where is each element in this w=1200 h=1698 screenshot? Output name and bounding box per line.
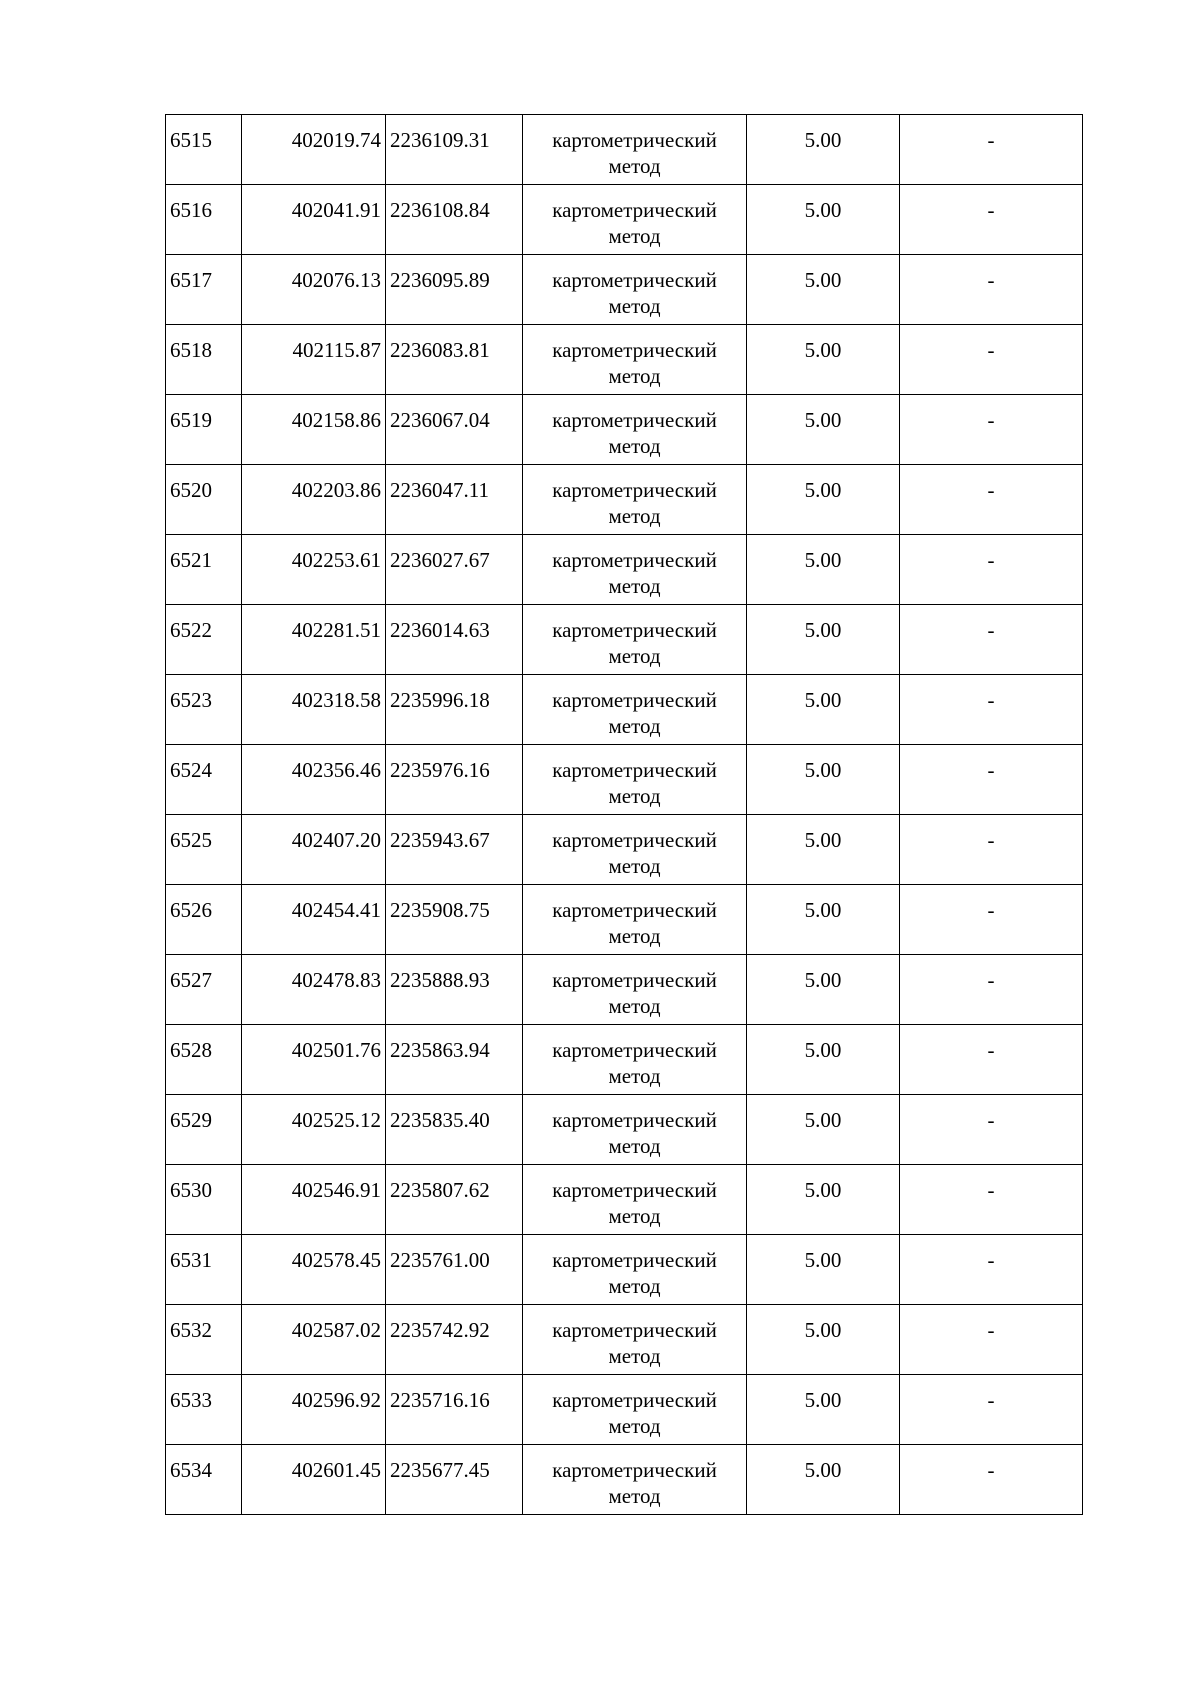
accuracy-cell: 5.00: [747, 325, 900, 395]
method-cell: картометрический метод: [523, 885, 747, 955]
y-coordinate-cell: 2235863.94: [386, 1025, 523, 1095]
description-cell: -: [900, 675, 1083, 745]
y-coordinate-cell: 2235976.16: [386, 745, 523, 815]
point-number-cell: 6528: [166, 1025, 242, 1095]
table-row: [166, 885, 1083, 955]
point-number-cell: 6530: [166, 1165, 242, 1235]
method-cell: картометрический метод: [523, 1305, 747, 1375]
method-cell: картометрический метод: [523, 465, 747, 535]
accuracy-cell: 5.00: [747, 185, 900, 255]
point-number-cell: 6532: [166, 1305, 242, 1375]
point-number-cell: 6525: [166, 815, 242, 885]
table-row: [166, 115, 1083, 185]
accuracy-cell: 5.00: [747, 395, 900, 465]
method-cell: картометрический метод: [523, 255, 747, 325]
x-coordinate-cell: 402407.20: [242, 815, 386, 885]
x-coordinate-cell: 402019.74: [242, 115, 386, 185]
x-coordinate-cell: 402356.46: [242, 745, 386, 815]
method-cell: картометрический метод: [523, 1235, 747, 1305]
description-cell: -: [900, 395, 1083, 465]
y-coordinate-cell: 2236027.67: [386, 535, 523, 605]
y-coordinate-cell: 2236067.04: [386, 395, 523, 465]
y-coordinate-cell: 2235835.40: [386, 1095, 523, 1165]
x-coordinate-cell: 402546.91: [242, 1165, 386, 1235]
description-cell: -: [900, 535, 1083, 605]
x-coordinate-cell: 402318.58: [242, 675, 386, 745]
table-row: [166, 1025, 1083, 1095]
description-cell: -: [900, 605, 1083, 675]
accuracy-cell: 5.00: [747, 1095, 900, 1165]
accuracy-cell: 5.00: [747, 1305, 900, 1375]
description-cell: -: [900, 1305, 1083, 1375]
description-cell: -: [900, 1025, 1083, 1095]
y-coordinate-cell: 2235996.18: [386, 675, 523, 745]
accuracy-cell: 5.00: [747, 535, 900, 605]
table-row: [166, 395, 1083, 465]
description-cell: -: [900, 885, 1083, 955]
point-number-cell: 6518: [166, 325, 242, 395]
table-row: [166, 1235, 1083, 1305]
method-cell: картометрический метод: [523, 395, 747, 465]
method-cell: картометрический метод: [523, 1375, 747, 1445]
table-row: [166, 1305, 1083, 1375]
description-cell: -: [900, 255, 1083, 325]
table-row: [166, 605, 1083, 675]
description-cell: -: [900, 185, 1083, 255]
point-number-cell: 6515: [166, 115, 242, 185]
method-cell: картометрический метод: [523, 1165, 747, 1235]
point-number-cell: 6521: [166, 535, 242, 605]
accuracy-cell: 5.00: [747, 605, 900, 675]
point-number-cell: 6524: [166, 745, 242, 815]
method-cell: картометрический метод: [523, 675, 747, 745]
point-number-cell: 6529: [166, 1095, 242, 1165]
accuracy-cell: 5.00: [747, 955, 900, 1025]
table-row: [166, 675, 1083, 745]
y-coordinate-cell: 2236083.81: [386, 325, 523, 395]
table-row: [166, 255, 1083, 325]
point-number-cell: 6527: [166, 955, 242, 1025]
x-coordinate-cell: 402281.51: [242, 605, 386, 675]
x-coordinate-cell: 402158.86: [242, 395, 386, 465]
accuracy-cell: 5.00: [747, 1375, 900, 1445]
method-cell: картометрический метод: [523, 535, 747, 605]
y-coordinate-cell: 2236108.84: [386, 185, 523, 255]
y-coordinate-cell: 2236047.11: [386, 465, 523, 535]
table-row: [166, 955, 1083, 1025]
accuracy-cell: 5.00: [747, 465, 900, 535]
x-coordinate-cell: 402041.91: [242, 185, 386, 255]
method-cell: картометрический метод: [523, 1095, 747, 1165]
y-coordinate-cell: 2235761.00: [386, 1235, 523, 1305]
y-coordinate-cell: 2235908.75: [386, 885, 523, 955]
y-coordinate-cell: 2236109.31: [386, 115, 523, 185]
point-number-cell: 6519: [166, 395, 242, 465]
table-row: [166, 1375, 1083, 1445]
point-number-cell: 6534: [166, 1445, 242, 1515]
x-coordinate-cell: 402454.41: [242, 885, 386, 955]
x-coordinate-cell: 402076.13: [242, 255, 386, 325]
table-row: [166, 745, 1083, 815]
x-coordinate-cell: 402253.61: [242, 535, 386, 605]
x-coordinate-cell: 402587.02: [242, 1305, 386, 1375]
x-coordinate-cell: 402501.76: [242, 1025, 386, 1095]
description-cell: -: [900, 1445, 1083, 1515]
accuracy-cell: 5.00: [747, 885, 900, 955]
x-coordinate-cell: 402596.92: [242, 1375, 386, 1445]
point-number-cell: 6526: [166, 885, 242, 955]
table-row: [166, 465, 1083, 535]
table-row: [166, 185, 1083, 255]
accuracy-cell: 5.00: [747, 815, 900, 885]
x-coordinate-cell: 402601.45: [242, 1445, 386, 1515]
description-cell: -: [900, 325, 1083, 395]
description-cell: -: [900, 1165, 1083, 1235]
point-number-cell: 6517: [166, 255, 242, 325]
accuracy-cell: 5.00: [747, 1445, 900, 1515]
y-coordinate-cell: 2235742.92: [386, 1305, 523, 1375]
description-cell: -: [900, 1375, 1083, 1445]
accuracy-cell: 5.00: [747, 1165, 900, 1235]
table-row: [166, 815, 1083, 885]
table-row: [166, 1165, 1083, 1235]
accuracy-cell: 5.00: [747, 255, 900, 325]
x-coordinate-cell: 402525.12: [242, 1095, 386, 1165]
description-cell: -: [900, 465, 1083, 535]
table-row: [166, 1095, 1083, 1165]
method-cell: картометрический метод: [523, 1445, 747, 1515]
accuracy-cell: 5.00: [747, 675, 900, 745]
point-number-cell: 6516: [166, 185, 242, 255]
description-cell: -: [900, 955, 1083, 1025]
x-coordinate-cell: 402578.45: [242, 1235, 386, 1305]
coordinates-table: [165, 114, 1083, 1515]
method-cell: картометрический метод: [523, 1025, 747, 1095]
method-cell: картометрический метод: [523, 815, 747, 885]
x-coordinate-cell: 402115.87: [242, 325, 386, 395]
description-cell: -: [900, 1235, 1083, 1305]
y-coordinate-cell: 2235677.45: [386, 1445, 523, 1515]
point-number-cell: 6520: [166, 465, 242, 535]
method-cell: картометрический метод: [523, 325, 747, 395]
table-row: [166, 325, 1083, 395]
table-row: [166, 535, 1083, 605]
y-coordinate-cell: 2235716.16: [386, 1375, 523, 1445]
description-cell: -: [900, 815, 1083, 885]
method-cell: картометрический метод: [523, 115, 747, 185]
accuracy-cell: 5.00: [747, 115, 900, 185]
method-cell: картометрический метод: [523, 955, 747, 1025]
x-coordinate-cell: 402203.86: [242, 465, 386, 535]
method-cell: картометрический метод: [523, 185, 747, 255]
y-coordinate-cell: 2235888.93: [386, 955, 523, 1025]
y-coordinate-cell: 2235943.67: [386, 815, 523, 885]
y-coordinate-cell: 2236095.89: [386, 255, 523, 325]
y-coordinate-cell: 2236014.63: [386, 605, 523, 675]
coordinates-table-body: [166, 115, 1083, 1515]
table-row: [166, 1445, 1083, 1515]
y-coordinate-cell: 2235807.62: [386, 1165, 523, 1235]
method-cell: картометрический метод: [523, 605, 747, 675]
point-number-cell: 6531: [166, 1235, 242, 1305]
x-coordinate-cell: 402478.83: [242, 955, 386, 1025]
point-number-cell: 6523: [166, 675, 242, 745]
method-cell: картометрический метод: [523, 745, 747, 815]
accuracy-cell: 5.00: [747, 1235, 900, 1305]
description-cell: -: [900, 1095, 1083, 1165]
accuracy-cell: 5.00: [747, 1025, 900, 1095]
description-cell: -: [900, 115, 1083, 185]
description-cell: -: [900, 745, 1083, 815]
point-number-cell: 6533: [166, 1375, 242, 1445]
point-number-cell: 6522: [166, 605, 242, 675]
accuracy-cell: 5.00: [747, 745, 900, 815]
